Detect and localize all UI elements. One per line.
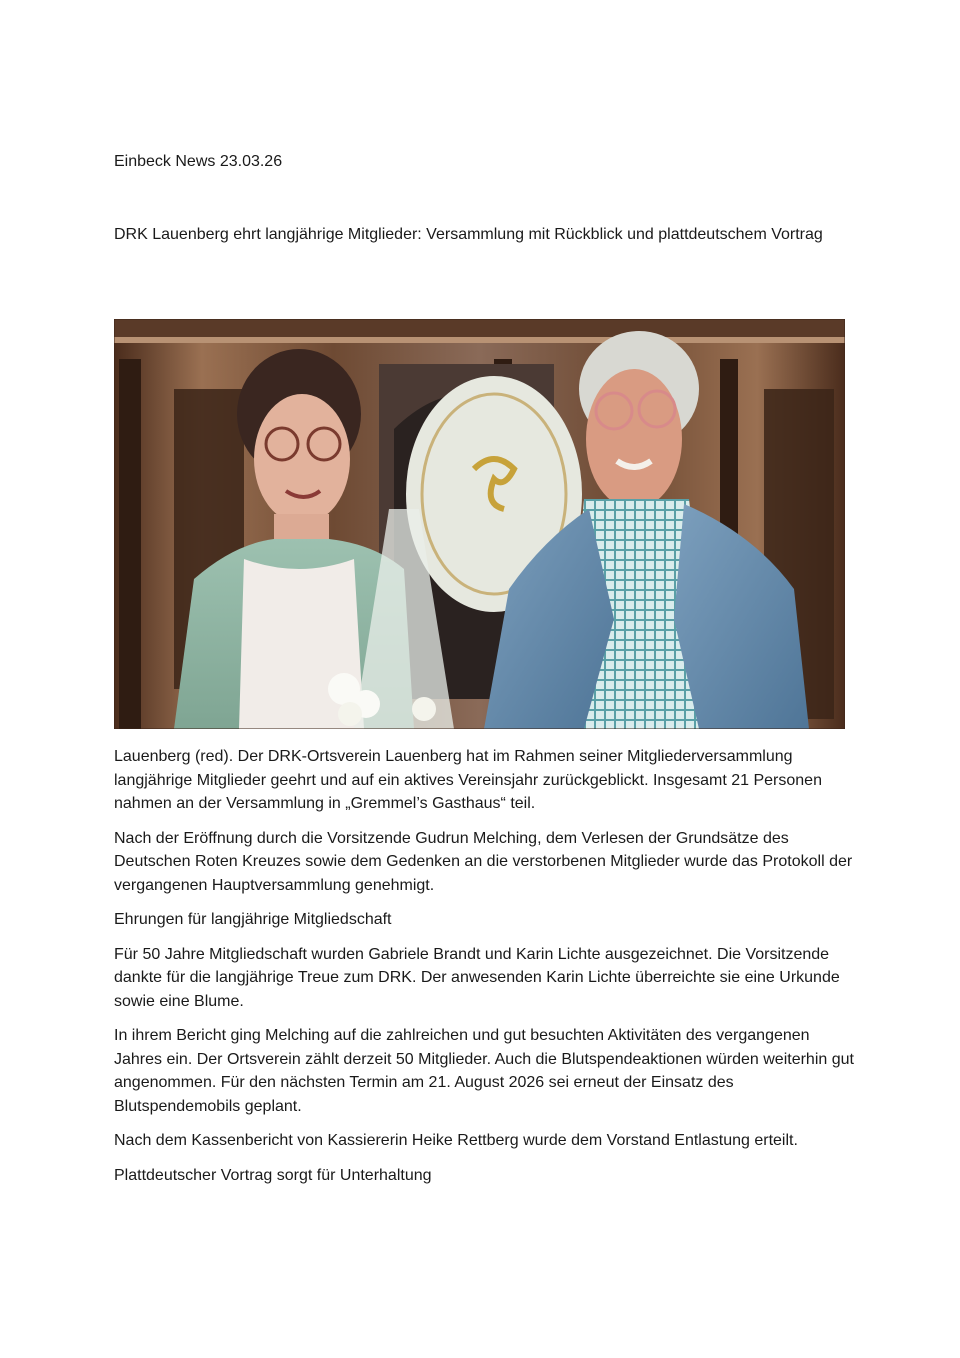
subheading-honors: Ehrungen für langjährige Mitgliedschaft [114, 911, 392, 928]
paragraph-intro: Lauenberg (red). Der DRK-Ortsverein Lauenberg hat im Rahmen seiner Mitgliederversammlung langjährige Mitglieder geehrt und auf ein aktives Vereinsjahr zurückgeblickt. Insgesamt 21 Personen nahmen an der Versammlung in „Gremmel’s Gasthaus“ teil. [114, 748, 822, 812]
subheading-lecture: Plattdeutscher Vortrag sorgt für Unterhaltung [114, 1166, 432, 1184]
paragraph-honors: Für 50 Jahre Mitgliedschaft wurden Gabriele Brandt und Karin Lichte ausgezeichnet. Die Vorsitzende dankte für die langjährige Treue zum DRK. Der anwesenden Karin Lichte überreichte sie eine Urkunde sowie eine Blume. [114, 945, 840, 1010]
paragraph-report: In ihrem Bericht ging Melching auf die zahlreichen und gut besuchten Aktivitäten des vergangenen Jahres ein. Der Ortsverein zählt derzeit 50 Mitglieder. Auch die Blutspendeaktionen würden weiterhin gut angenommen. Für den nächsten Termin am 21. August 2026 sei erneut der Einsatz des Blutspendemobils geplant. [114, 1027, 854, 1115]
paragraph-treasury: Nach dem Kassenbericht von Kassiererin Heike Rettberg wurde dem Vorstand Entlastung erteilt. [114, 1132, 798, 1149]
article-body [114, 745, 854, 1198]
article-photo [114, 319, 845, 729]
article-headline: DRK Lauenberg ehrt langjährige Mitglieder: Versammlung mit Rückblick und plattdeutschem Vortrag [114, 226, 823, 243]
paragraph-opening: Nach der Eröffnung durch die Vorsitzende Gudrun Melching, dem Verlesen der Grundsätze des Deutschen Roten Kreuzes sowie dem Gedenken an die verstorbenen Mitglieder wurde das Protokoll der vergangenen Hauptversammlung genehmigt. [114, 829, 853, 894]
source-and-date: Einbeck News 23.03.26 [114, 153, 283, 170]
